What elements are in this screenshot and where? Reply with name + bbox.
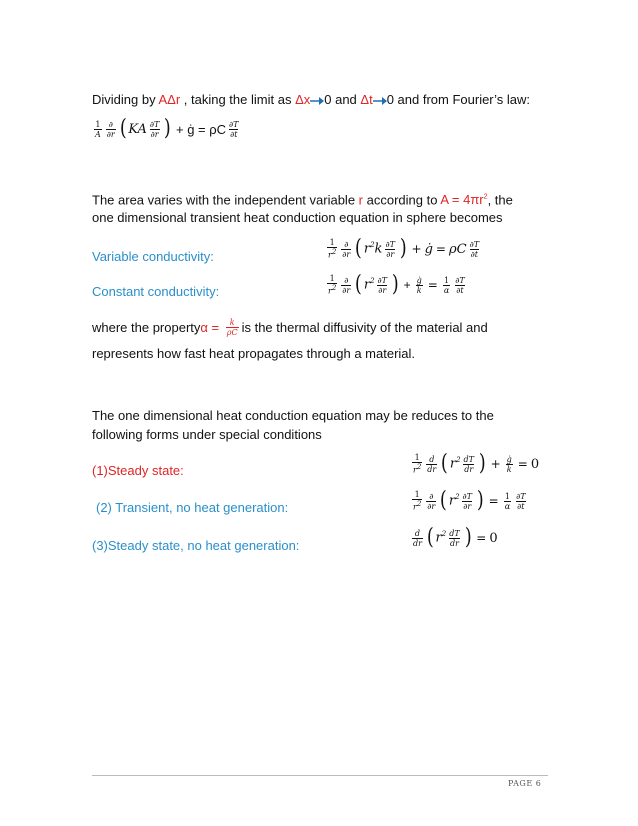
equation-steady-no-generation: $\frac{d}{dr}$ ( $r^2$ $\frac{dT}{dr}$ ) = 0 bbox=[413, 525, 498, 550]
eq0-rhs: + ġ = ρC bbox=[176, 121, 227, 137]
case-steady-state-label: (1)Steady state: bbox=[92, 463, 184, 478]
property-text-b: is the thermal diffusivity of the material and bbox=[241, 319, 488, 335]
delta-x: Δx bbox=[295, 92, 311, 107]
equation-constant-conductivity: $\frac{1}{r^2}$ $\frac{\partial}{\partial r}$ ( $r^2$ $\frac{\partial T}{\partial r}$ ) + $\frac{ġ}{k}$ = $\frac{1}{\alpha}$ $\frac{\partial T}{\partial t}$ bbox=[328, 272, 465, 297]
variable-conductivity-label: Variable conductivity: bbox=[92, 249, 214, 264]
property-text-a: where the property bbox=[92, 319, 201, 335]
arrow-icon bbox=[310, 97, 324, 105]
case-steady-no-gen-label: (3)Steady state, no heat generation: bbox=[92, 538, 300, 553]
page-number: PAGE 6 bbox=[508, 779, 542, 788]
variable-r: r bbox=[358, 192, 364, 208]
intro-prefix: Dividing by bbox=[92, 92, 159, 107]
equation-general: $\frac{1}{A}$ $\frac{\partial}{\partial r}$ ( KA $\frac{\partial T}{\partial r}$ ) + ġ = ρC $\frac{\partial T}{\partial t}$ bbox=[95, 116, 239, 141]
case-transient-label: (2) Transient, no heat generation: bbox=[96, 500, 289, 515]
intro-paragraph bbox=[92, 92, 530, 108]
constant-conductivity-label: Constant conductivity: bbox=[92, 284, 220, 299]
equation-transient: $\frac{1}{r^2}$ $\frac{\partial}{\partial r}$ ( $r^2$ $\frac{\partial T}{\partial r}$ ) = $\frac{1}{\alpha}$ $\frac{\partial T}{\partial t}$ bbox=[413, 488, 526, 513]
property-paragraph bbox=[92, 318, 488, 337]
equation-steady-state: $\frac{1}{r^2}$ $\frac{d}{dr}$ ( $r^2$ $\frac{dT}{dr}$ ) + $\frac{ġ}{k}$ = 0 bbox=[413, 451, 540, 476]
zero-and: 0 and bbox=[324, 92, 361, 107]
arrow-icon bbox=[373, 97, 387, 105]
area-text-b: according to bbox=[363, 192, 441, 208]
property-paragraph-line2: represents how fast heat propagates through a material. bbox=[92, 346, 416, 361]
intro-mid: , taking the limit as bbox=[180, 92, 296, 107]
alpha-fraction: $\frac{k}{\rho C}$ bbox=[226, 318, 238, 337]
area-formula: $A = 4\pi r^2$ bbox=[440, 192, 488, 208]
footer-rule bbox=[92, 775, 548, 776]
delta-t: Δt bbox=[360, 92, 373, 107]
area-paragraph-line2: one dimensional transient heat conduction equation in sphere becomes bbox=[92, 210, 503, 225]
equation-variable-conductivity: $\frac{1}{r^2}$ $\frac{\partial}{\partial r}$ ( $r^2k$ $\frac{\partial T}{\partial r}$ ) + ġ = ρC $\frac{\partial T}{\partial t}$ bbox=[328, 236, 480, 261]
a-delta-r: AΔr bbox=[158, 92, 181, 107]
area-paragraph bbox=[92, 190, 513, 208]
special-conditions-line1: The one dimensional heat conduction equation may be reduces to the bbox=[92, 408, 494, 423]
fourier-text: 0 and from Fourier’s law: bbox=[386, 92, 531, 107]
area-text-a: The area varies with the independent variable bbox=[92, 192, 359, 208]
area-text-c: , the bbox=[487, 192, 513, 208]
alpha-definition: α = bbox=[200, 319, 223, 335]
special-conditions-line2: following forms under special conditions bbox=[92, 427, 322, 442]
